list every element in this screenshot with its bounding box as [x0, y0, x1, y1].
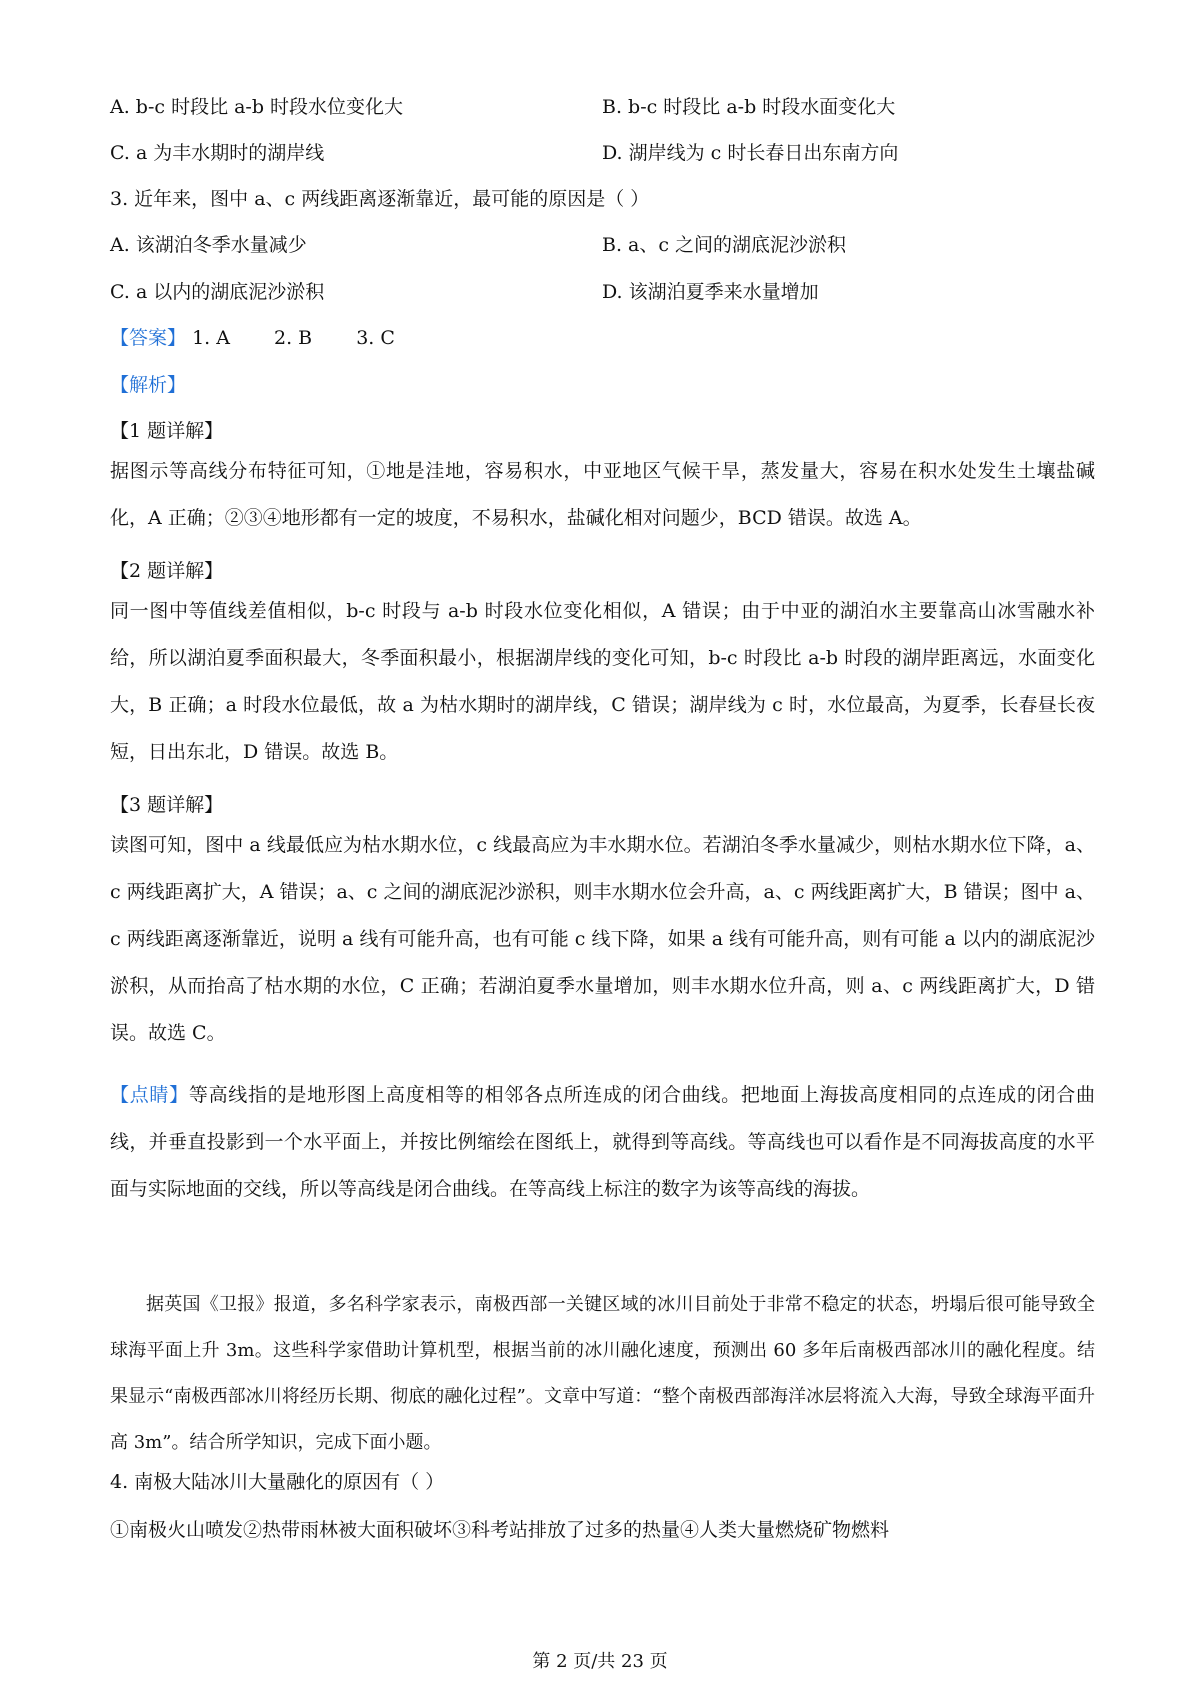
q2-option-d: D. 湖岸线为 c 时长春日出东南方向	[602, 142, 899, 164]
detail2-heading: 【2 题详解】	[110, 560, 224, 582]
detail1-text: 据图示等高线分布特征可知，①地是洼地，容易积水，中亚地区气候干旱，蒸发量大，容易在积水处发生土壤盐碱化，A 正确；②③④地形都有一定的坡度，不易积水，盐碱化相对问题少，BCD 错误。故选 A。	[110, 460, 1095, 529]
q2-option-c: C. a 为丰水期时的湖岸线	[110, 142, 325, 164]
reading-passage: 据英国《卫报》报道，多名科学家表示，南极西部一关键区域的冰川目前处于非常不稳定的状态，坍塌后很可能导致全球海平面上升 3m。这些科学家借助计算机型，根据当前的冰川融化速度，预测出 60 多年后南极西部冰川的融化程度。结果显示“南极西部冰川将经历长期、彻底的融化过程”。文章中写道：“整个南极西部海洋冰层将流入大海，导致全球海平面升高 3m”。结合所学知识，完成下面小题。	[110, 1294, 1095, 1453]
answer-line	[110, 323, 433, 353]
page-footer: 第 2 页/共 23 页	[532, 1651, 668, 1672]
q4-stem: 4. 南极大陆冰川大量融化的原因有（ ）	[110, 1471, 445, 1493]
q3-option-c: C. a 以内的湖底泥沙淤积	[110, 281, 325, 303]
analysis-tag: 【解析】	[110, 374, 187, 396]
answer-item-1: 1. A	[192, 327, 230, 349]
q3-option-d: D. 该湖泊夏季来水量增加	[602, 281, 819, 303]
note-tag: 【点睛】	[110, 1084, 189, 1106]
detail3-heading: 【3 题详解】	[110, 794, 224, 816]
answer-item-2: 2. B	[274, 327, 313, 349]
detail2-text: 同一图中等值线差值相似，b-c 时段与 a-b 时段水位变化相似，A 错误；由于中亚的湖泊水主要靠高山冰雪融水补给，所以湖泊夏季面积最大，冬季面积最小，根据湖岸线的变化可知，b-c 时段比 a-b 时段的湖岸距离远，水面变化大，B 正确；a 时段水位最低，故 a 为枯水期时的湖岸线，C 错误；湖岸线为 c 时，水位最高，为夏季，长春昼长夜短，日出东北，D 错误。故选 B。	[110, 600, 1095, 763]
q3-option-a: A. 该湖泊冬季水量减少	[110, 234, 307, 256]
q4-choices: ①南极火山喷发②热带雨林被大面积破坏③科考站排放了过多的热量④人类大量燃烧矿物燃料	[110, 1519, 890, 1541]
q2-option-b: B. b-c 时段比 a-b 时段水面变化大	[602, 96, 896, 118]
detail3-text: 读图可知，图中 a 线最低应为枯水期水位，c 线最高应为丰水期水位。若湖泊冬季水量减少，则枯水期水位下降，a、c 两线距离扩大，A 错误；a、c 之间的湖底泥沙淤积，则丰水期水位会升高，a、c 两线距离扩大，B 错误；图中 a、c 两线距离逐渐靠近，说明 a 线有可能升高，也有可能 c 线下降，如果 a 线有可能升高，则有可能 a 以内的湖底泥沙淤积，从而抬高了枯水期的水位，C 正确；若湖泊夏季水量增加，则丰水期水位升高，则 a、c 两线距离扩大，D 错误。故选 C。	[110, 834, 1095, 1044]
q2-option-a: A. b-c 时段比 a-b 时段水位变化大	[110, 96, 404, 118]
q3-option-b: B. a、c 之间的湖底泥沙淤积	[602, 234, 847, 256]
q3-stem: 3. 近年来，图中 a、c 两线距离逐渐靠近，最可能的原因是（ ）	[110, 188, 650, 210]
note-text: 等高线指的是地形图上高度相等的相邻各点所连成的闭合曲线。把地面上海拔高度相同的点连成的闭合曲线，并垂直投影到一个水平面上，并按比例缩绘在图纸上，就得到等高线。等高线也可以看作是不同海拔高度的水平面与实际地面的交线，所以等高线是闭合曲线。在等高线上标注的数字为该等高线的海拔。	[110, 1084, 1095, 1200]
note-block	[110, 1072, 1095, 1213]
detail1-heading: 【1 题详解】	[110, 420, 224, 442]
answer-tag: 【答案】	[110, 327, 187, 349]
answer-item-3: 3. C	[356, 327, 395, 349]
